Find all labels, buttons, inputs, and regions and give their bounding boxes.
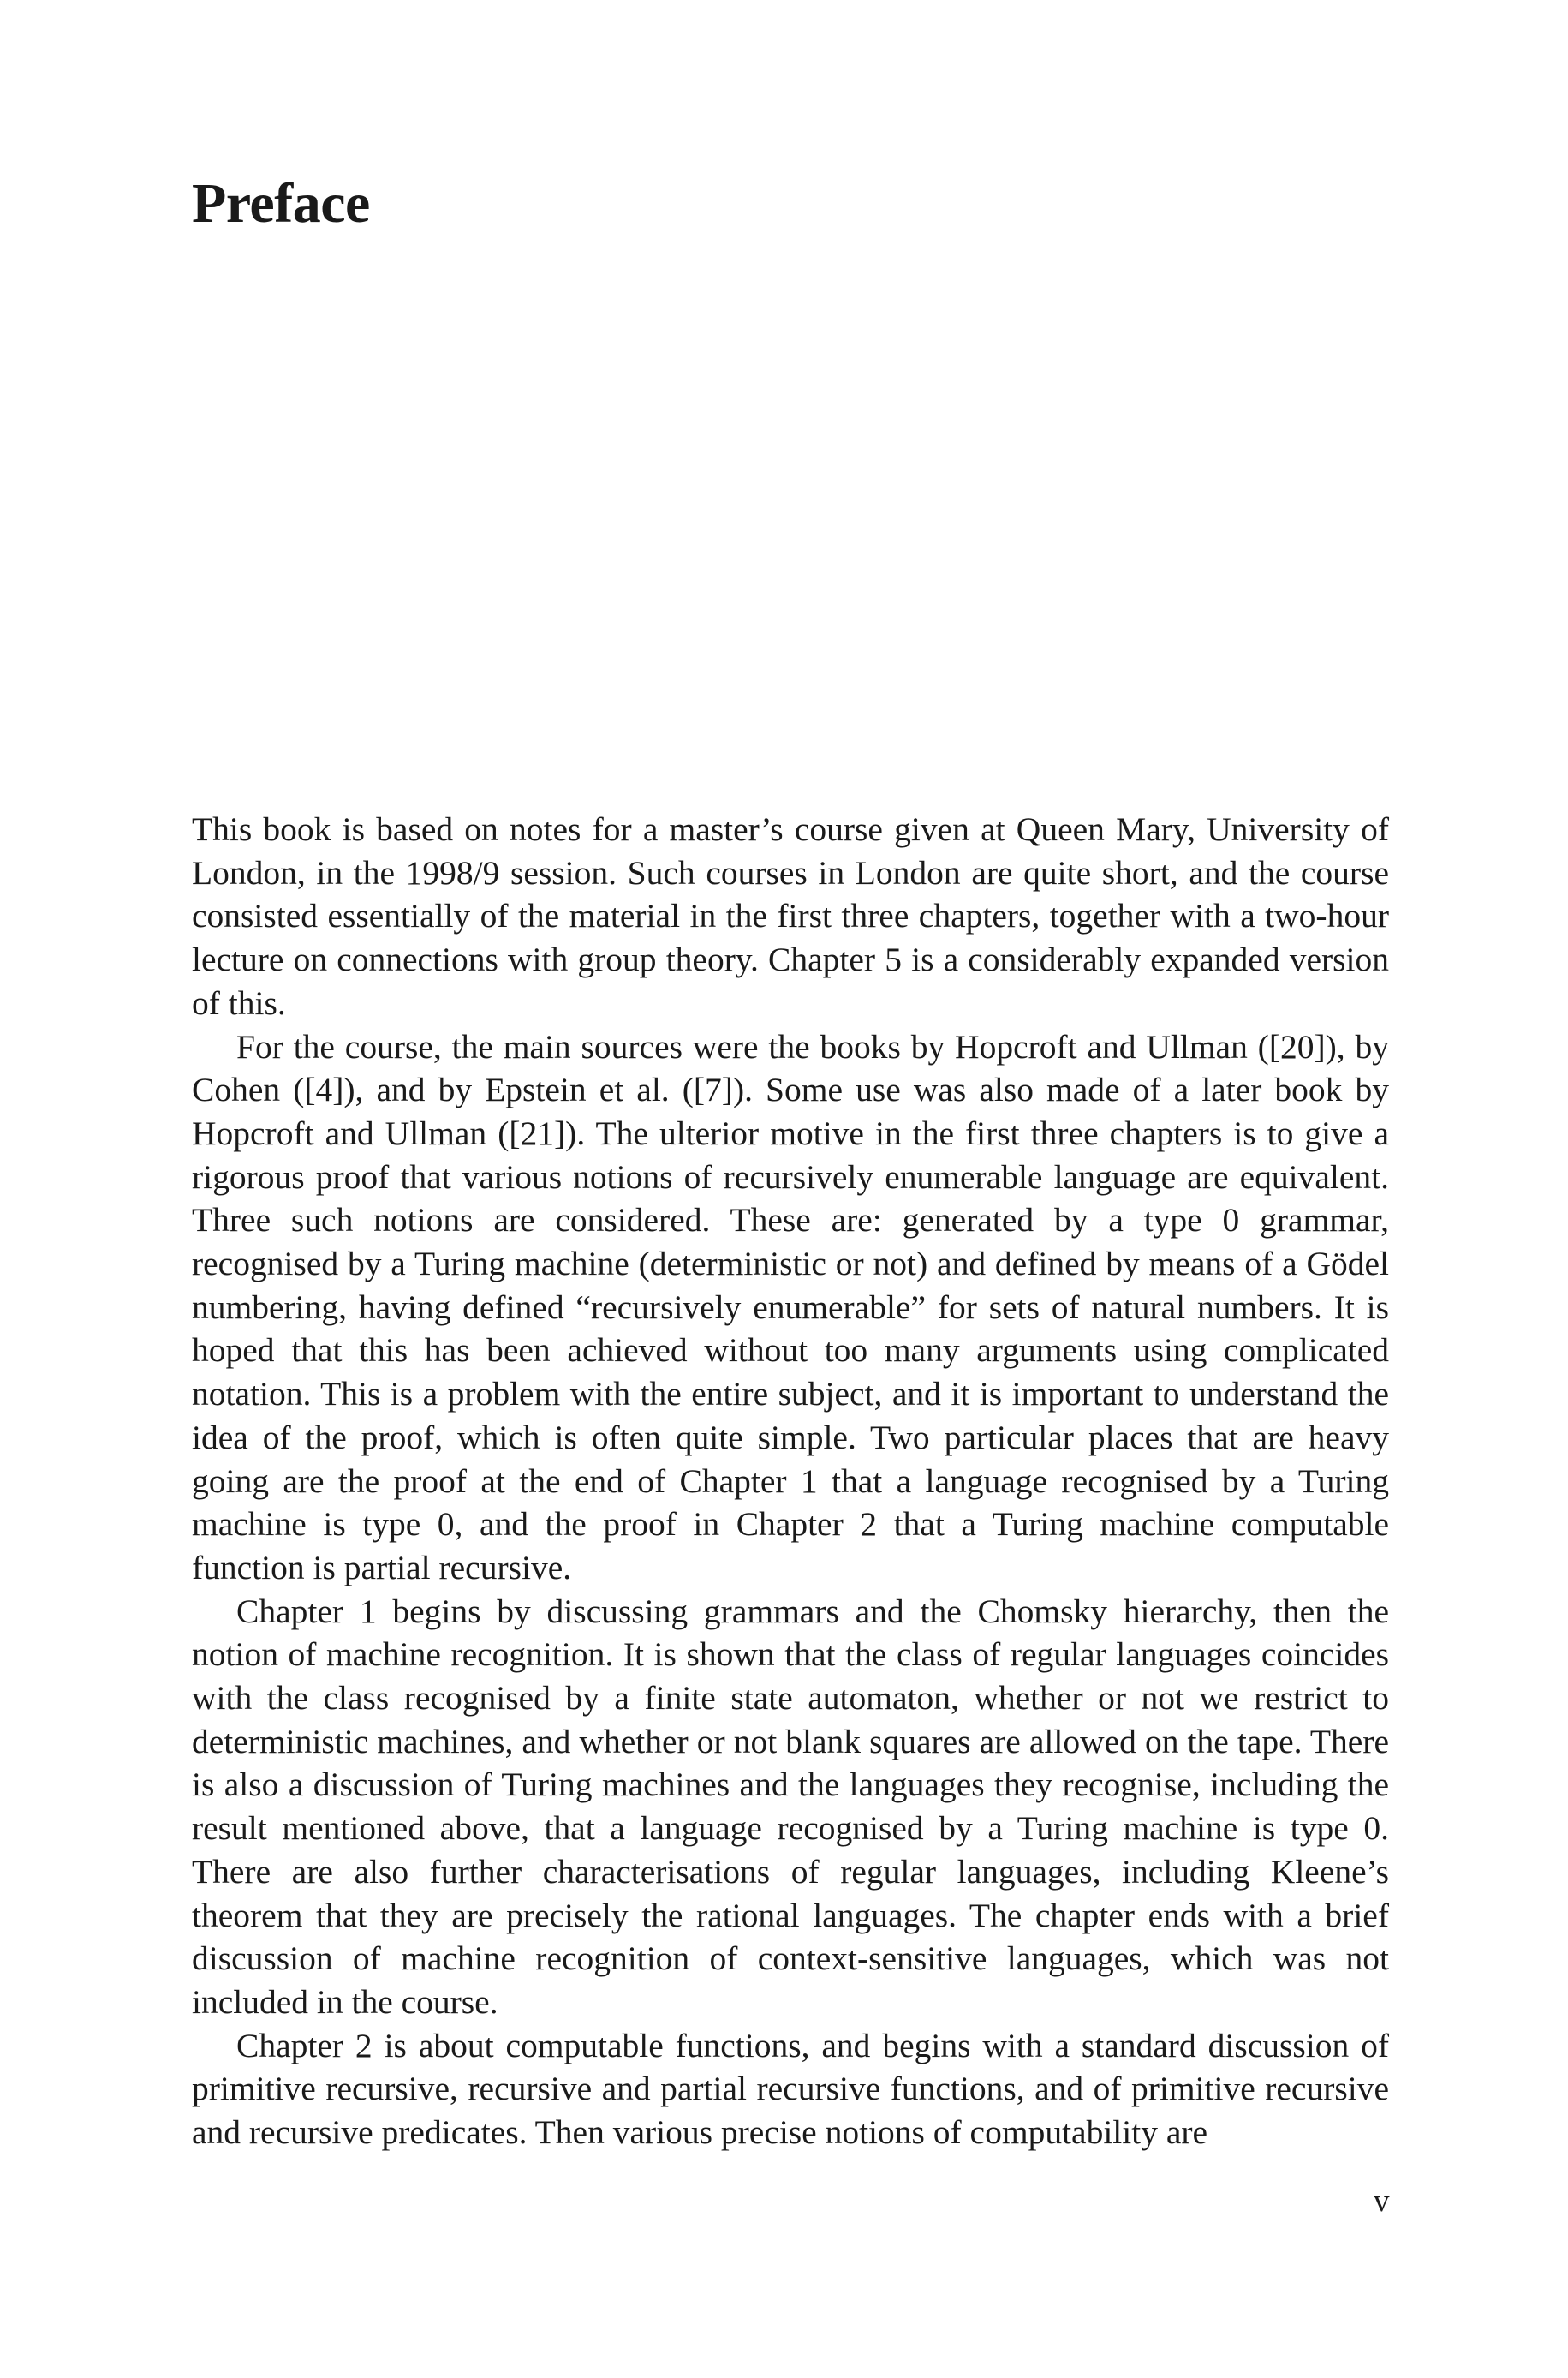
paragraph-1: This book is based on notes for a master’s course given at Queen Mary, University of London, in the 1998/9 session. Such courses in London are quite short, and the course consisted essentially of the material in the first three chapters, together with a two-hour lecture on connections with group theory. Chapter 5 is a considerably expanded version of this. (192, 810, 1389, 1022)
paragraph-4: Chapter 2 is about computable functions, and begins with a standard discussion of primitive recursive, recursive and partial recursive functions, and of primitive recursive and recursive predicates. Then various precise notions of computability are (192, 2026, 1389, 2152)
paragraph-2: For the course, the main sources were the books by Hopcroft and Ullman ([20]), by Cohen ([4]), and by Epstein et al. ([7]). Some use was also made of a later book by Hopcroft and Ullman ([21]). The ulterior motive in the first three chapters is to give a rigorous proof that various notions of recursively enumerable language are equivalent. Three such notions are considered. These are: generated by a type 0 grammar, recognised by a Turing machine (deterministic or not) and defined by means of a Gödel numbering, having defined “recursively enumerable” for sets of natural numbers. It is hoped that this has been achieved without too many arguments using complicated notation. This is a problem with the entire subject, and it is important to understand the idea of the proof, which is often quite simple. Two particular places that are heavy going are the proof at the end of Chapter 1 that a language recognised by a Turing machine is type 0, and the proof in Chapter 2 that a Turing machine computable function is partial recursive. (192, 1027, 1389, 1586)
paragraph-3: Chapter 1 begins by discussing grammars and the Chomsky hierarchy, then the notion of machine recognition. It is shown that the class of regular languages coincides with the class recognised by a finite state automaton, whether or not we restrict to deterministic machines, and whether or not blank squares are allowed on the tape. There is also a discussion of Turing machines and the languages they recognise, including the result mentioned above, that a language recognised by a Turing machine is type 0. There are also further characterisations of regular languages, including Kleene’s theorem that they are precisely the rational languages. The chapter ends with a brief discussion of machine recognition of context-sensitive languages, which was not included in the course. (192, 1592, 1389, 2021)
page-number: v (1374, 2184, 1390, 2219)
page-title: Preface (192, 172, 370, 235)
preface-body (192, 808, 1389, 2154)
